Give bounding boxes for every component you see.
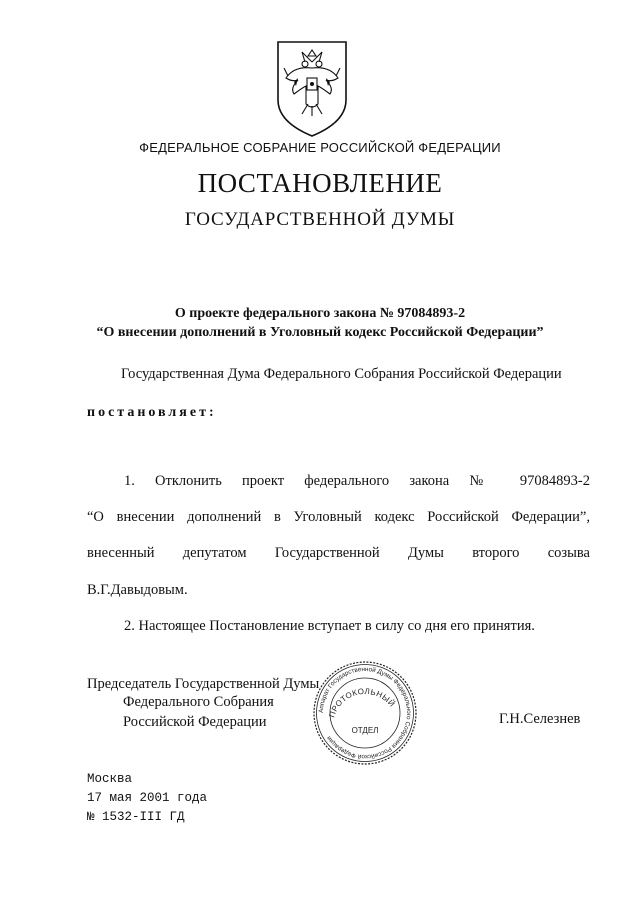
chair-title-line: Российской Федерации [123, 714, 267, 730]
paragraph-1-line: 1. Отклонить проект федерального закона № 97084893-2 [124, 473, 590, 489]
document-subtype: ГОСУДАРСТВЕННОЙ ДУМЫ [184, 209, 456, 230]
decides-word: постановляет: [87, 405, 217, 420]
organization-name: ФЕДЕРАЛЬНОЕ СОБРАНИЕ РОССИЙСКОЙ ФЕДЕРАЦИИ [139, 140, 501, 155]
chair-title-line: Председатель Государственной Думы [87, 676, 320, 692]
preamble-text: Государственная Дума Федерального Собрания Российской Федерации [121, 366, 562, 382]
paragraph-1-line: В.Г.Давыдовым. [87, 582, 188, 598]
russian-coat-of-arms-icon [272, 38, 352, 138]
stamp-ring-text: Аппарат Государственной Думы Федерального Собрания Российской Федерации [317, 665, 413, 761]
paragraph-2: 2. Настоящее Постановление вступает в силу со дня его принятия. [124, 618, 535, 634]
paragraph-1-line: внесенный депутатом Государственной Думы второго созыва [87, 545, 590, 561]
date: 17 мая 2001 года [87, 791, 208, 805]
chair-title-line: Федерального Собрания [123, 694, 274, 710]
stamp-inner-text: ПРОТОКОЛЬНЫЙ [327, 686, 397, 719]
city: Москва [87, 772, 133, 786]
official-stamp [312, 660, 418, 766]
document-number: № 1532-III ГД [87, 810, 185, 824]
document-title-line-2: “О внесении дополнений в Уголовный кодекс Российской Федерации” [96, 325, 544, 340]
paragraph-1-line: “О внесении дополнений в Уголовный кодекс Российской Федерации”, [87, 509, 590, 525]
document-type: ПОСТАНОВЛЕНИЕ [197, 168, 443, 198]
stamp-center-text: ОТДЕЛ [351, 726, 379, 735]
signer-name: Г.Н.Селезнев [499, 711, 581, 727]
document-title-line-1: О проекте федерального закона № 97084893-2 [174, 306, 466, 321]
